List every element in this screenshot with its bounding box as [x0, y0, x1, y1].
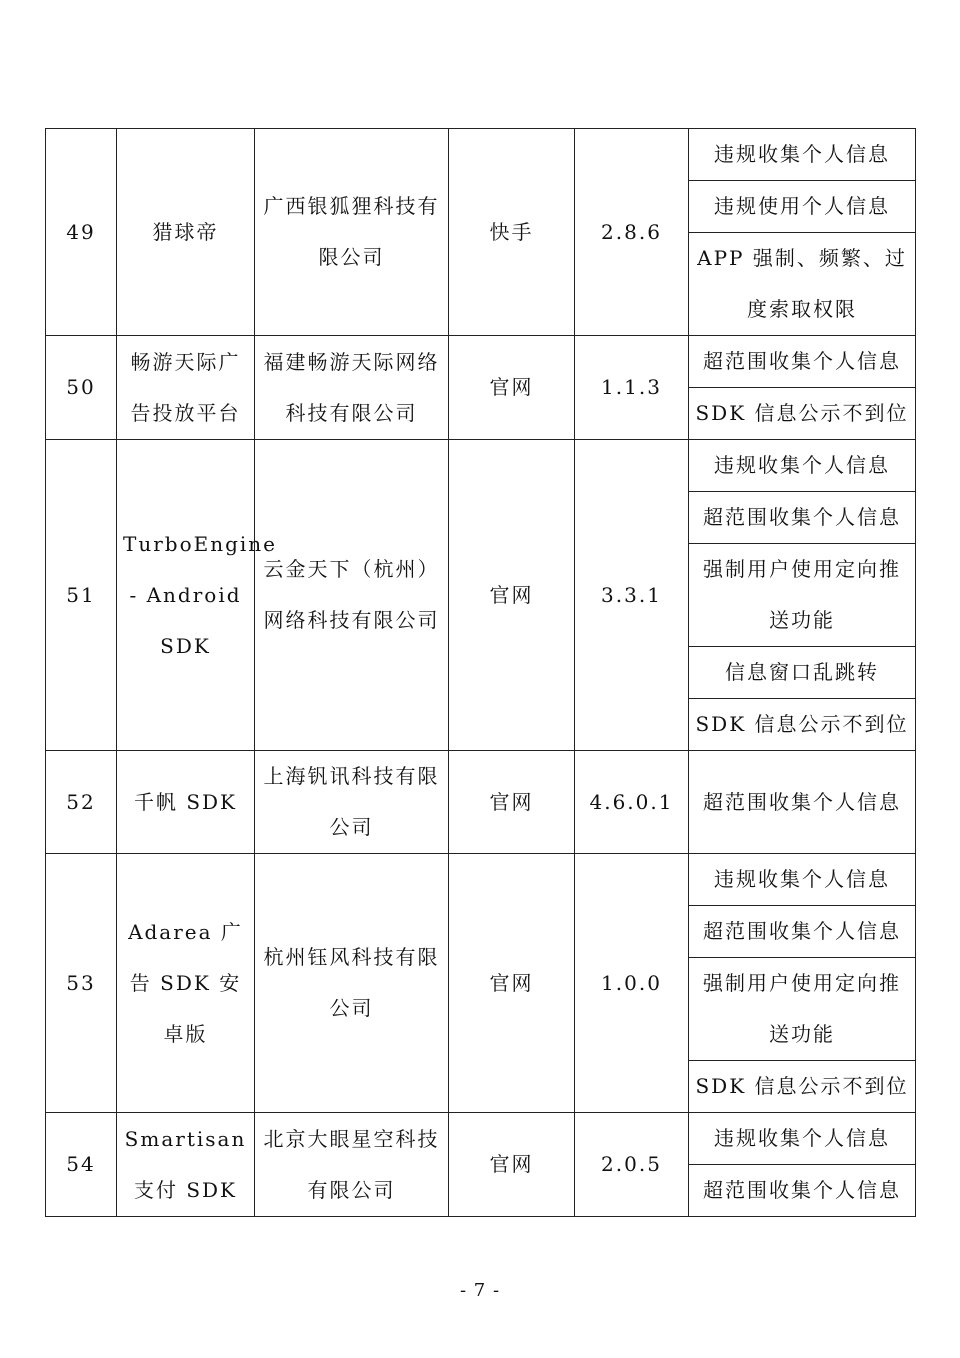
- issue-cell: SDK 信息公示不到位: [689, 699, 916, 751]
- version: 2.0.5: [575, 1113, 689, 1217]
- source: 快手: [449, 129, 575, 336]
- company-name: 福建畅游天际网络科技有限公司: [255, 336, 449, 440]
- company-name: 北京大眼星空科技有限公司: [255, 1113, 449, 1217]
- row-number: 52: [46, 751, 117, 854]
- issue-cell: 超范围收集个人信息: [689, 906, 916, 958]
- source: 官网: [449, 1113, 575, 1217]
- issue-cell: 违规收集个人信息: [689, 854, 916, 906]
- issue-cell: 超范围收集个人信息: [689, 492, 916, 544]
- issue-cell: 超范围收集个人信息: [689, 1165, 916, 1217]
- table-row: [46, 336, 916, 388]
- company-name: 上海钒讯科技有限公司: [255, 751, 449, 854]
- version: 2.8.6: [575, 129, 689, 336]
- issue-cell: 超范围收集个人信息: [689, 751, 916, 854]
- table-row: [46, 854, 916, 906]
- row-number: 53: [46, 854, 117, 1113]
- table-row: [46, 440, 916, 492]
- source: 官网: [449, 854, 575, 1113]
- row-number: 49: [46, 129, 117, 336]
- row-number: 50: [46, 336, 117, 440]
- table-row: [46, 1113, 916, 1165]
- company-name: 云金天下（杭州）网络科技有限公司: [255, 440, 449, 751]
- source: 官网: [449, 751, 575, 854]
- source: 官网: [449, 440, 575, 751]
- issue-cell: 违规收集个人信息: [689, 129, 916, 181]
- app-name: 畅游天际广告投放平台: [117, 336, 255, 440]
- issue-cell: 超范围收集个人信息: [689, 336, 916, 388]
- issue-cell: APP 强制、频繁、过度索取权限: [689, 233, 916, 336]
- issue-cell: 强制用户使用定向推送功能: [689, 544, 916, 647]
- version: 1.1.3: [575, 336, 689, 440]
- table-row: [46, 129, 916, 181]
- app-name: TurboEngine - Android SDK: [117, 440, 255, 751]
- version: 4.6.0.1: [575, 751, 689, 854]
- page-number: - 7 -: [459, 1280, 501, 1301]
- issue-cell: 信息窗口乱跳转: [689, 647, 916, 699]
- version: 1.0.0: [575, 854, 689, 1113]
- company-name: 广西银狐狸科技有限公司: [255, 129, 449, 336]
- issue-cell: 强制用户使用定向推送功能: [689, 958, 916, 1061]
- app-name: 千帆 SDK: [117, 751, 255, 854]
- issue-cell: 违规使用个人信息: [689, 181, 916, 233]
- table-row: [46, 751, 916, 854]
- issue-cell: SDK 信息公示不到位: [689, 1061, 916, 1113]
- issue-cell: SDK 信息公示不到位: [689, 388, 916, 440]
- data-table: [45, 128, 916, 1217]
- app-name: Adarea 广告 SDK 安卓版: [117, 854, 255, 1113]
- source: 官网: [449, 336, 575, 440]
- app-name: 猎球帝: [117, 129, 255, 336]
- app-name: Smartisan 支付 SDK: [117, 1113, 255, 1217]
- row-number: 51: [46, 440, 117, 751]
- row-number: 54: [46, 1113, 117, 1217]
- issue-cell: 违规收集个人信息: [689, 440, 916, 492]
- company-name: 杭州钰风科技有限公司: [255, 854, 449, 1113]
- version: 3.3.1: [575, 440, 689, 751]
- issue-cell: 违规收集个人信息: [689, 1113, 916, 1165]
